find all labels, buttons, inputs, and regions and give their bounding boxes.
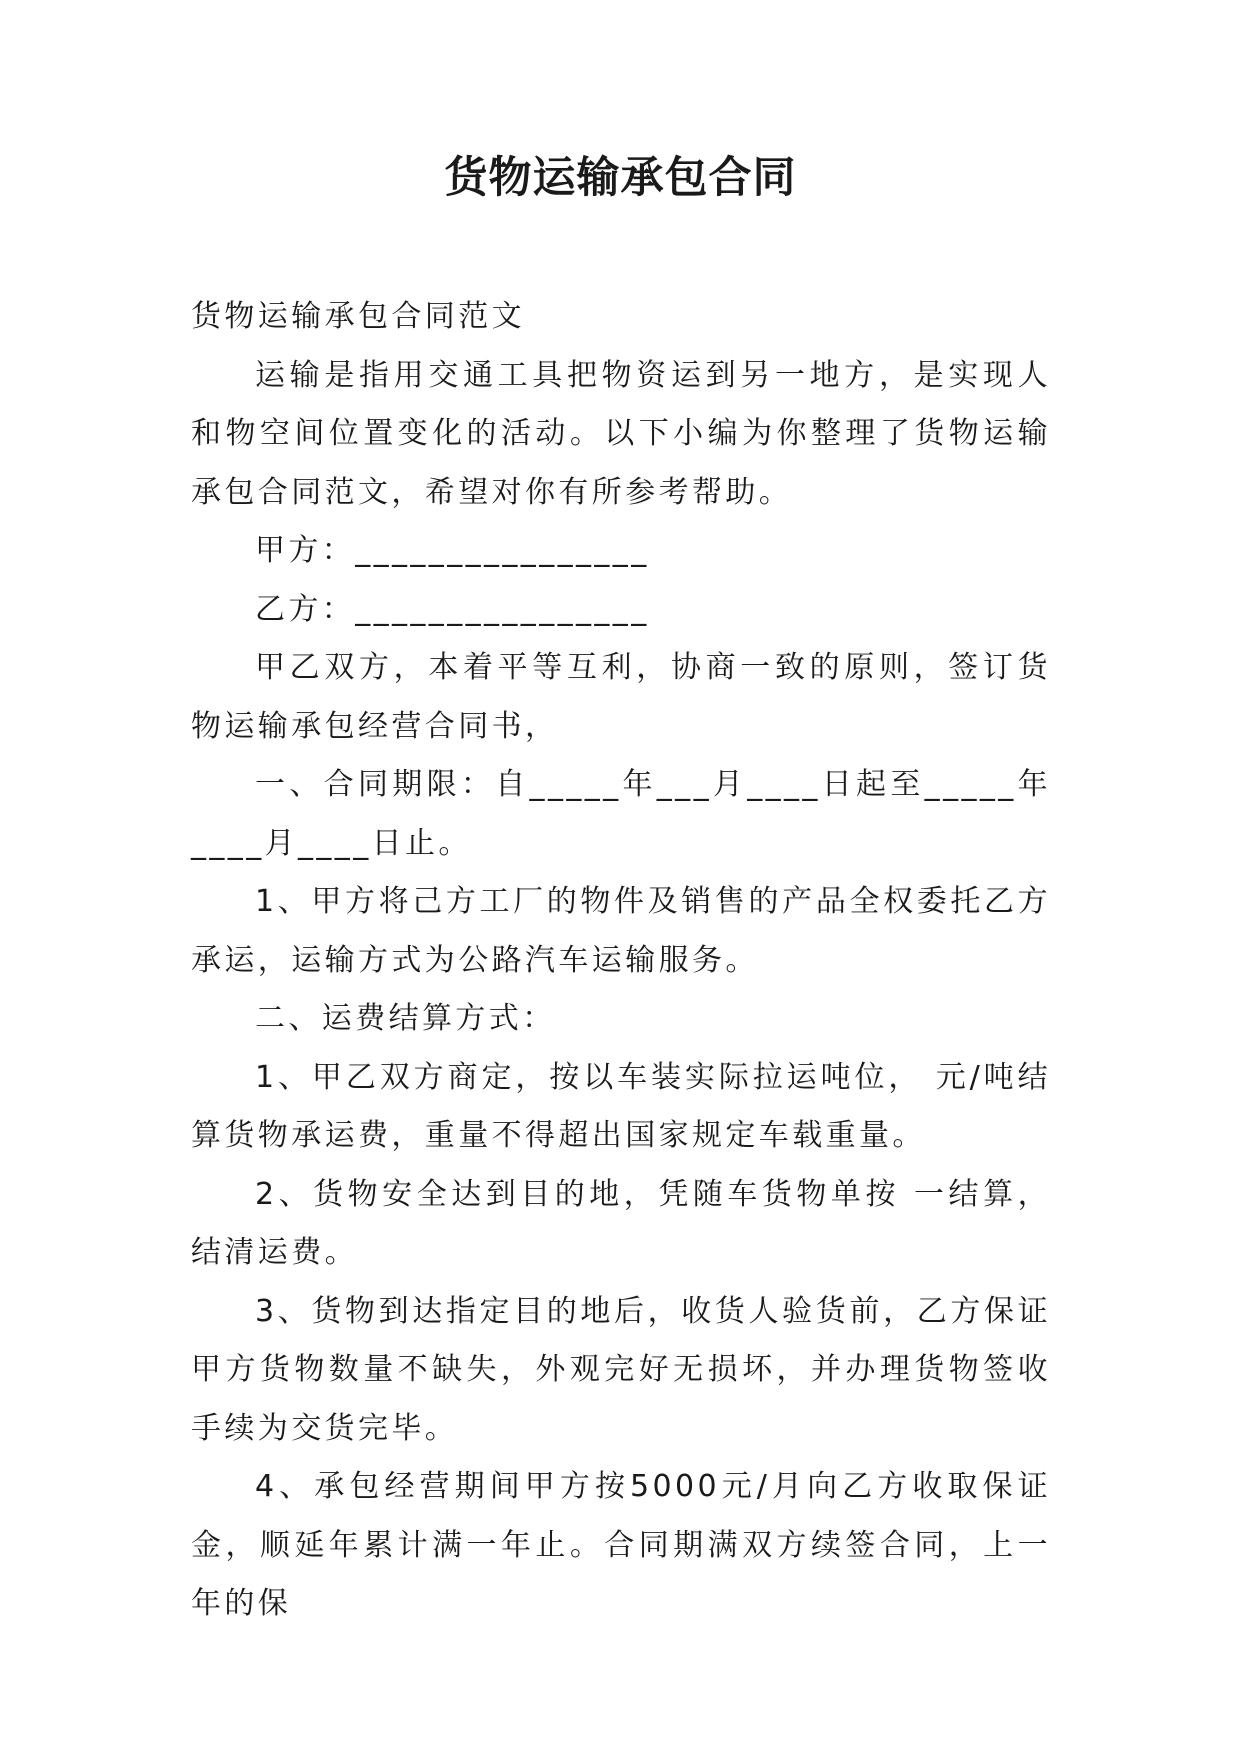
clause-2-1-freight-rate: 1、甲乙双方商定，按以车装实际拉运吨位， 元/吨结算货物承运费，重量不得超出国家规定车载重量。 — [191, 1059, 1051, 1153]
clause-2-2-settlement: 2、货物安全达到目的地，凭随车货物单按 一结算，结清运费。 — [191, 1176, 1051, 1270]
section-2-heading: 二、运费结算方式： — [255, 1001, 556, 1036]
document-title: 货物运输承包合同 — [444, 153, 797, 203]
clause-term: 一、合同期限：自_____年___月____日起至_____年____月____日止。 — [191, 767, 1051, 861]
clause-2-4-deposit: 4、承包经营期间甲方按5000元/月向乙方收取保证金，顺延年累计满一年止。合同期满双方续签合同，上一年的保 — [191, 1469, 1051, 1621]
intro-paragraph: 运输是指用交通工具把物资运到另一地方，是实现人和物空间位置变化的活动。以下小编为你整理了货物运输承包合同范文，希望对你有所参考帮助。 — [191, 357, 1051, 510]
clause-2-3-delivery: 3、货物到达指定目的地后，收货人验货前，乙方保证甲方货物数量不缺失，外观完好无损坏，并办理货物签收手续为交货完毕。 — [191, 1293, 1051, 1446]
subtitle-line: 货物运输承包合同范文 — [191, 299, 525, 334]
clause-1-scope: 1、甲方将己方工厂的物件及销售的产品全权委托乙方承运，运输方式为公路汽车运输服务。 — [191, 884, 1051, 978]
document-body — [191, 288, 1051, 1634]
party-a-line: 甲方：________________ — [255, 533, 650, 568]
agreement-paragraph: 甲乙双方，本着平等互利，协商一致的原则，签订货物运输承包经营合同书， — [191, 650, 1051, 744]
party-b-line: 乙方：________________ — [255, 591, 650, 627]
